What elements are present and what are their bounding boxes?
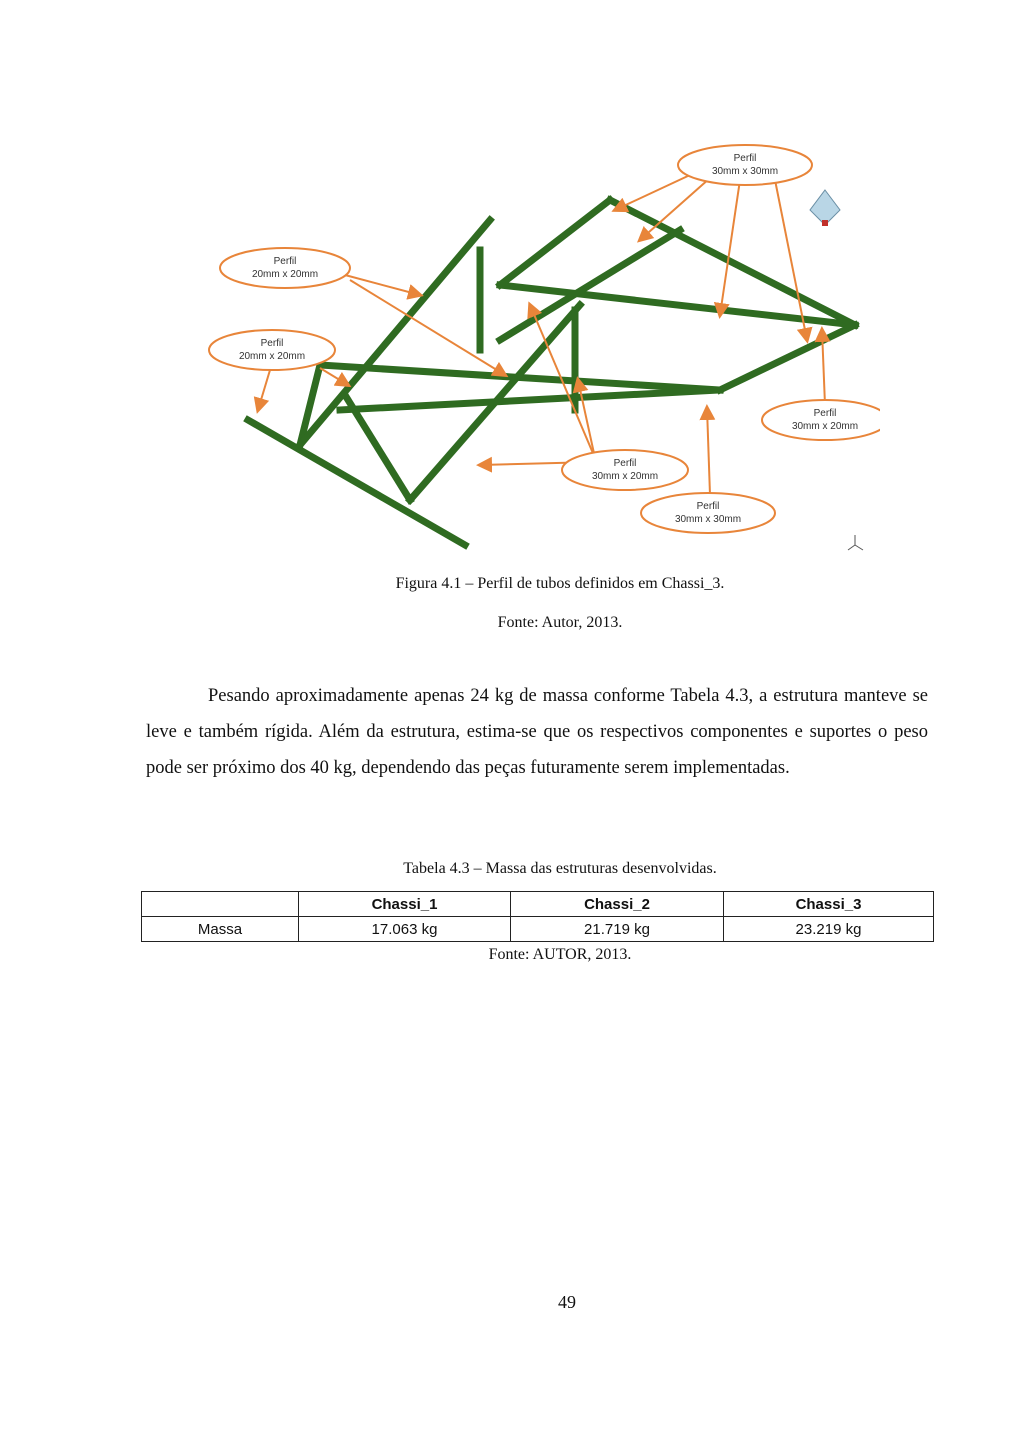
callout-size: 30mm x 30mm	[674, 514, 742, 525]
view-cube-icon	[810, 190, 840, 226]
figure-caption: Figura 4.1 – Perfil de tubos definidos em Chassi_3.	[395, 575, 725, 592]
table-caption: Tabela 4.3 – Massa das estruturas desenvolvidas.	[403, 860, 717, 877]
callout-size: 30mm x 20mm	[591, 471, 659, 482]
table-header-row	[142, 892, 934, 917]
row-label: Massa	[142, 917, 299, 942]
callout-size: 20mm x 20mm	[251, 269, 319, 280]
callout-arrows	[258, 175, 825, 495]
table-cell: 21.719 kg	[511, 917, 724, 942]
figure-source: Fonte: Autor, 2013.	[497, 614, 623, 631]
header-cell	[142, 892, 299, 917]
callout-size: 30mm x 20mm	[791, 421, 859, 432]
table-cell: 23.219 kg	[724, 917, 934, 942]
callout-title: Perfil	[260, 338, 284, 349]
callout-title: Perfil	[733, 153, 757, 164]
table-row	[142, 917, 934, 942]
callout-size: 30mm x 30mm	[711, 166, 779, 177]
header-cell: Chassi_1	[299, 892, 511, 917]
mass-table	[141, 891, 934, 942]
frame-tubes	[248, 200, 855, 545]
header-cell: Chassi_3	[724, 892, 934, 917]
page-number: 49	[558, 1292, 576, 1312]
callout-title: Perfil	[813, 408, 837, 419]
table-cell: 17.063 kg	[299, 917, 511, 942]
body-paragraph: Pesando aproximadamente apenas 24 kg de massa conforme Tabela 4.3, a estrutura manteve se leve e também rígida. Além da estrutura, estima-se que os respectivos componentes e suportes o peso pode ser próximo dos 40 kg, dependendo das peças futuramente serem implementadas.	[146, 686, 928, 778]
callout-title: Perfil	[696, 501, 720, 512]
callout-size: 20mm x 20mm	[238, 351, 306, 362]
header-cell: Chassi_2	[511, 892, 724, 917]
callout-title: Perfil	[273, 256, 297, 267]
chassis-figure	[200, 140, 880, 560]
chassis-drawing	[200, 140, 880, 560]
callout-title: Perfil	[613, 458, 637, 469]
table-source: Fonte: AUTOR, 2013.	[488, 946, 632, 963]
axis-triad-icon	[848, 535, 863, 550]
